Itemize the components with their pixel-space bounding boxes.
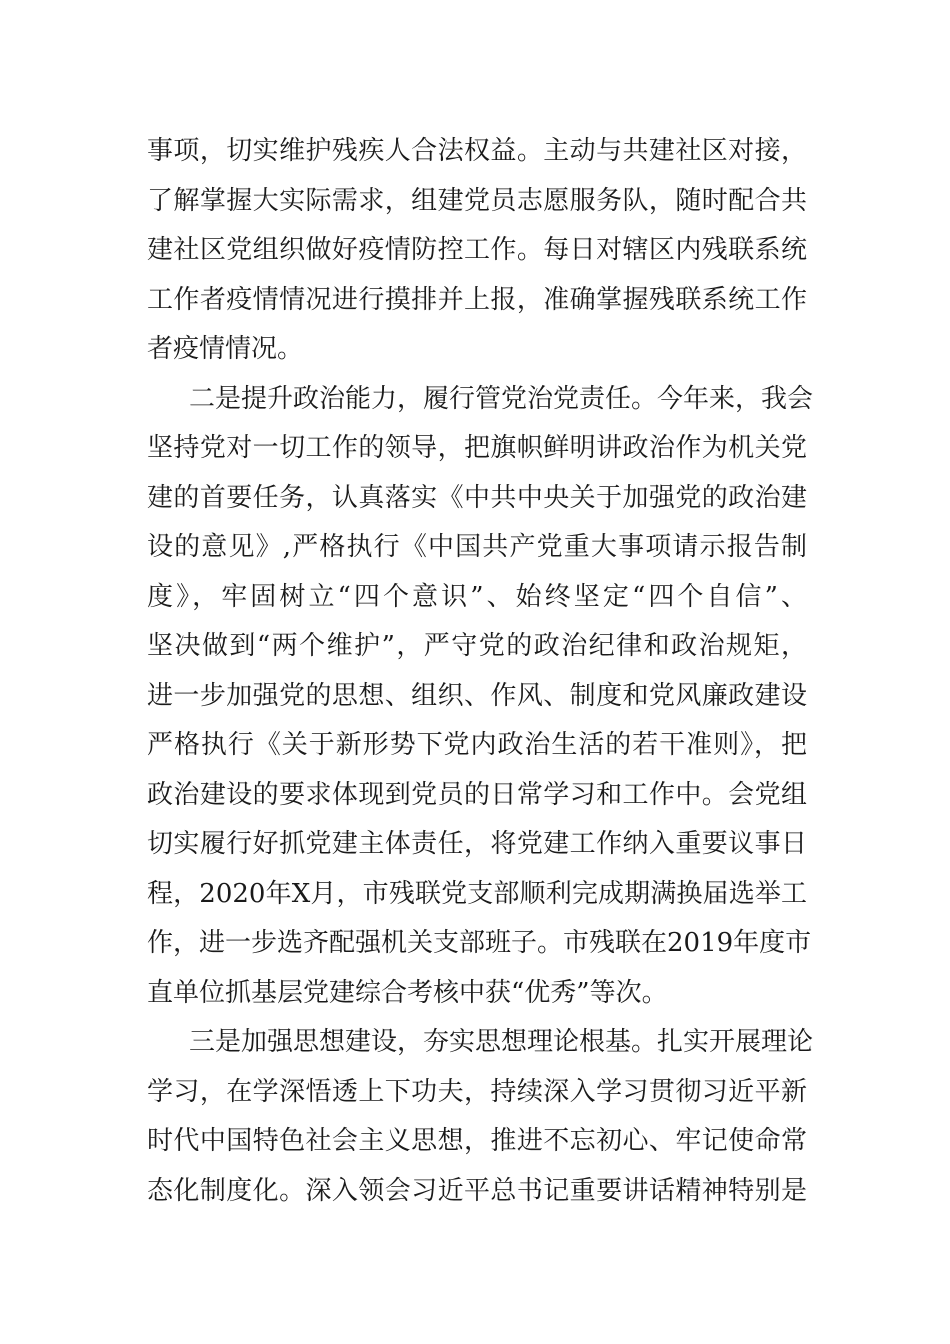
text-line: 工作者疫情情况进行摸排并上报，准确掌握残联系统工作 [147,284,807,315]
paragraph-first-line: 三是加强思想建设，夯实思想理论根基。扎实开展理论 [189,1027,814,1057]
text-line: 态化制度化。深入领会习近平总书记重要讲话精神特别是 [147,1175,807,1206]
text-line: 坚持党对一切工作的领导，把旗帜鲜明讲政治作为机关党 [147,433,807,463]
text-line: 坚决做到“两个维护”，严守党的政治纪律和政治规矩， [147,631,807,661]
paragraph-first-line: 二是提升政治能力，履行管党治党责任。今年来，我会 [189,383,814,414]
text-line: 时代中国特色社会主义思想，推进不忘初心、牢记使命常 [147,1126,807,1156]
text-line: 进一步加强党的思想、组织、作风、制度和党风廉政建设 [147,680,807,711]
text-line: 者疫情情况。 [147,334,304,364]
text-line: 设的意见》,严格执行《中国共产党重大事项请示报告制 [147,532,807,562]
text-line: 程，2020年X月，市残联党支部顺利完成期满换届选举工 [147,878,807,909]
text-line: 建的首要任务，认真落实《中共中央关于加强党的政治建 [147,482,807,513]
text-line: 切实履行好抓党建主体责任，将党建工作纳入重要议事日 [147,829,807,859]
text-line: 了解掌握大实际需求，组建党员志愿服务队，随时配合共 [147,185,807,216]
text-line: 严格执行《关于新形势下党内政治生活的若干准则》，把 [147,730,807,760]
text-line: 度》，牢固树立“四个意识”、始终坚定“四个自信”、 [147,581,807,612]
text-line: 直单位抓基层党建综合考核中获“优秀”等次。 [147,977,668,1008]
text-line: 作，进一步选齐配强机关支部班子。市残联在2019年度市 [147,928,812,958]
text-line: 事项，切实维护残疾人合法权益。主动与共建社区对接， [147,136,807,166]
text-line: 政治建设的要求体现到党员的日常学习和工作中。会党组 [147,779,807,810]
document-body [147,127,814,1216]
text-line: 学习，在学深悟透上下功夫，持续深入学习贯彻习近平新 [147,1076,807,1107]
text-line: 建社区党组织做好疫情防控工作。每日对辖区内残联系统 [147,235,807,265]
